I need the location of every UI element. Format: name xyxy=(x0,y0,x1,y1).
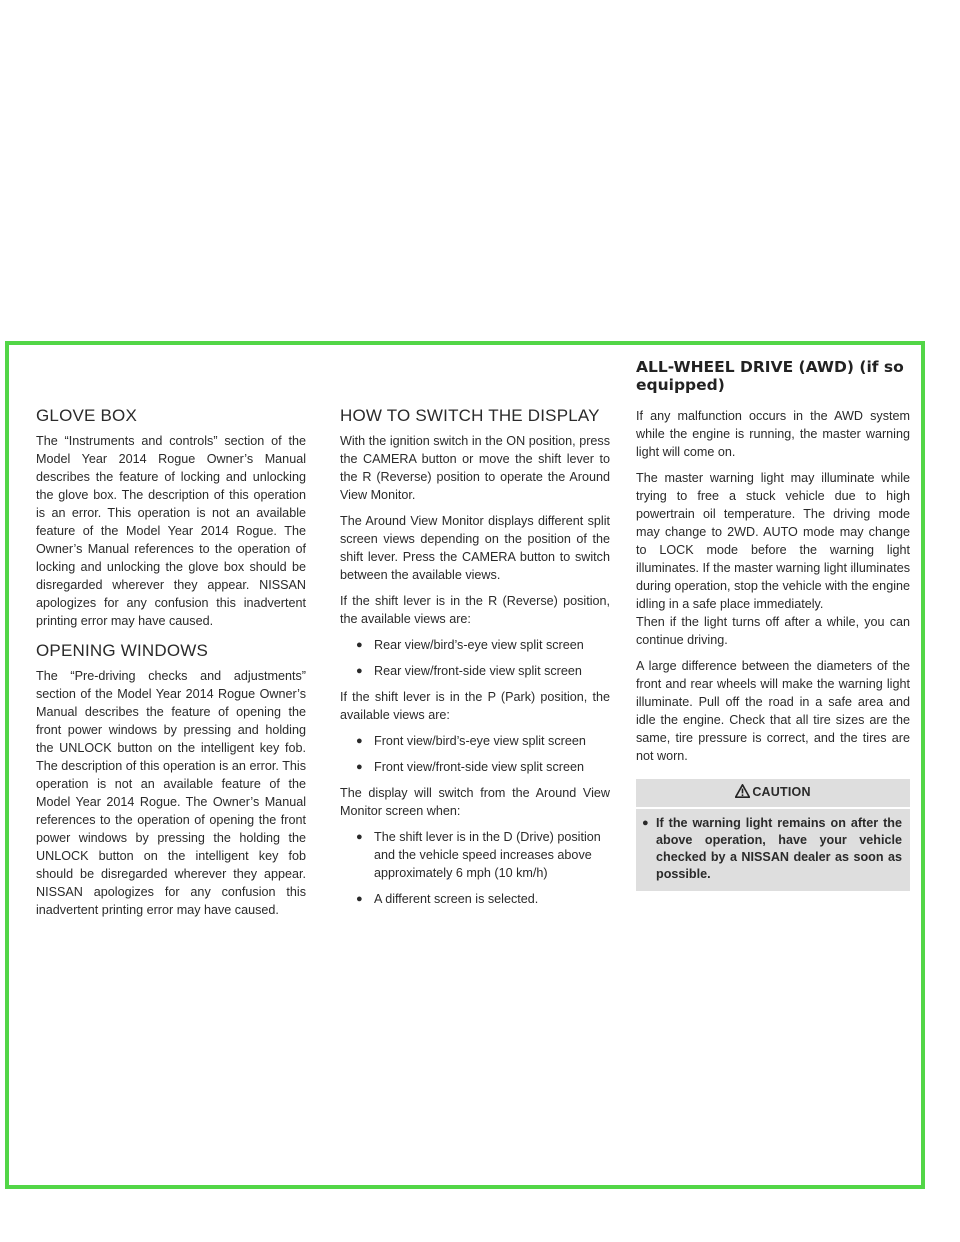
bullet-icon: ● xyxy=(642,817,649,829)
bullet-icon: ● xyxy=(356,893,363,905)
column-left xyxy=(36,407,306,927)
list-item: ● Rear view/bird’s-eye view split screen xyxy=(356,638,584,652)
list-item: ● The shift lever is in the D (Drive) position and the vehicle speed increases above approximately 6 mph (10 km/h) xyxy=(356,830,601,880)
switch-display-p4: If the shift lever is in the P (Park) position, the available views are: xyxy=(340,690,610,722)
awd-heading-line2: equipped) xyxy=(636,376,725,394)
awd-heading-line1: ALL-WHEEL DRIVE (AWD) (if so xyxy=(636,358,904,376)
bullet-icon: ● xyxy=(356,639,363,651)
list-item: ● Rear view/front-side view split screen xyxy=(356,664,582,678)
awd-p2a: The master warning light may illuminate while trying to free a stuck vehicle due to high powertrain oil temperature. The driving mode may change to 2WD. AUTO mode may change to LOCK mode before the warning light illuminates. If the master warning light illuminates during operation, stop the vehicle with the engine idling in a safe place immediately. xyxy=(636,471,910,611)
opening-windows-heading: OPENING WINDOWS xyxy=(36,641,209,660)
caution-header xyxy=(636,779,910,809)
list-item: ● A different screen is selected. xyxy=(356,892,539,906)
opening-windows-body: The “Pre-driving checks and adjustments” section of the Model Year 2014 Rogue Owner’s Manual describes the feature of opening the front power windows by pressing and holding the UNLOCK button on the intelligent key fob. The description of this operation is an error. This operation is not an available feature of the Model Year 2014 Rogue. The Owner’s Manual references to the operation of opening the front power windows by pressing the holding the UNLOCK button on the intelligent key fob should be disregarded wherever they appear. NISSAN apologizes for any confusion this inadvertent printing error may have caused. xyxy=(36,669,306,917)
awd-p1: If any malfunction occurs in the AWD system while the engine is running, the master warning light will come on. xyxy=(636,409,910,459)
caution-text: If the warning light remains on after the above operation, have your vehicle checked by a NISSAN dealer as soon as possible. xyxy=(656,816,902,881)
caution-item xyxy=(636,809,910,883)
switch-display-p5: The display will switch from the Around View Monitor screen when: xyxy=(340,786,610,818)
switch-display-p1: With the ignition switch in the ON position, press the CAMERA button or move the shift lever to the R (Reverse) position to operate the Around View Monitor. xyxy=(340,434,610,502)
switch-display-heading: HOW TO SWITCH THE DISPLAY xyxy=(340,406,600,425)
bullet-icon: ● xyxy=(356,735,363,747)
content-frame xyxy=(5,341,925,1189)
glove-box-heading: GLOVE BOX xyxy=(36,406,138,425)
park-views-list xyxy=(340,732,610,776)
reverse-views-list xyxy=(340,636,610,680)
list-item: ● Front view/bird’s-eye view split screen xyxy=(356,734,586,748)
warning-icon xyxy=(735,784,750,798)
glove-box-body: The “Instruments and controls” section of the Model Year 2014 Rogue Owner’s Manual describes the feature of locking and unlocking the glove box. The description of this operation is an error. This operation is not an available feature of the Model Year 2014 Rogue. The Owner’s Manual references to the operation of locking and unlocking the glove box should be disregarded wherever they appear. NISSAN apologizes for any confusion this inadvertent printing error may have caused. xyxy=(36,434,306,628)
column-middle xyxy=(340,407,610,916)
column-right xyxy=(636,407,910,891)
caution-box xyxy=(636,779,910,891)
awd-p2b: Then if the light turns off after a while, you can continue driving. xyxy=(636,615,910,647)
awd-p3: A large difference between the diameters of the front and rear wheels will make the warning light illuminate. Pull off the road in a safe area and idle the engine. Check that all tire sizes are the same, tire pressure is correct, and the tires are not worn. xyxy=(636,659,910,763)
list-item: ● Front view/front-side view split screen xyxy=(356,760,584,774)
bullet-icon: ● xyxy=(356,831,363,843)
switch-display-p2: The Around View Monitor displays different split screen views depending on the position of the shift lever. Press the CAMERA button to switch between the available views. xyxy=(340,514,610,582)
awd-heading xyxy=(636,358,916,394)
bullet-icon: ● xyxy=(356,761,363,773)
bullet-icon: ● xyxy=(356,665,363,677)
switch-display-p3: If the shift lever is in the R (Reverse) position, the available views are: xyxy=(340,594,610,626)
caution-label: CAUTION xyxy=(752,785,811,799)
switch-conditions-list xyxy=(340,828,610,908)
